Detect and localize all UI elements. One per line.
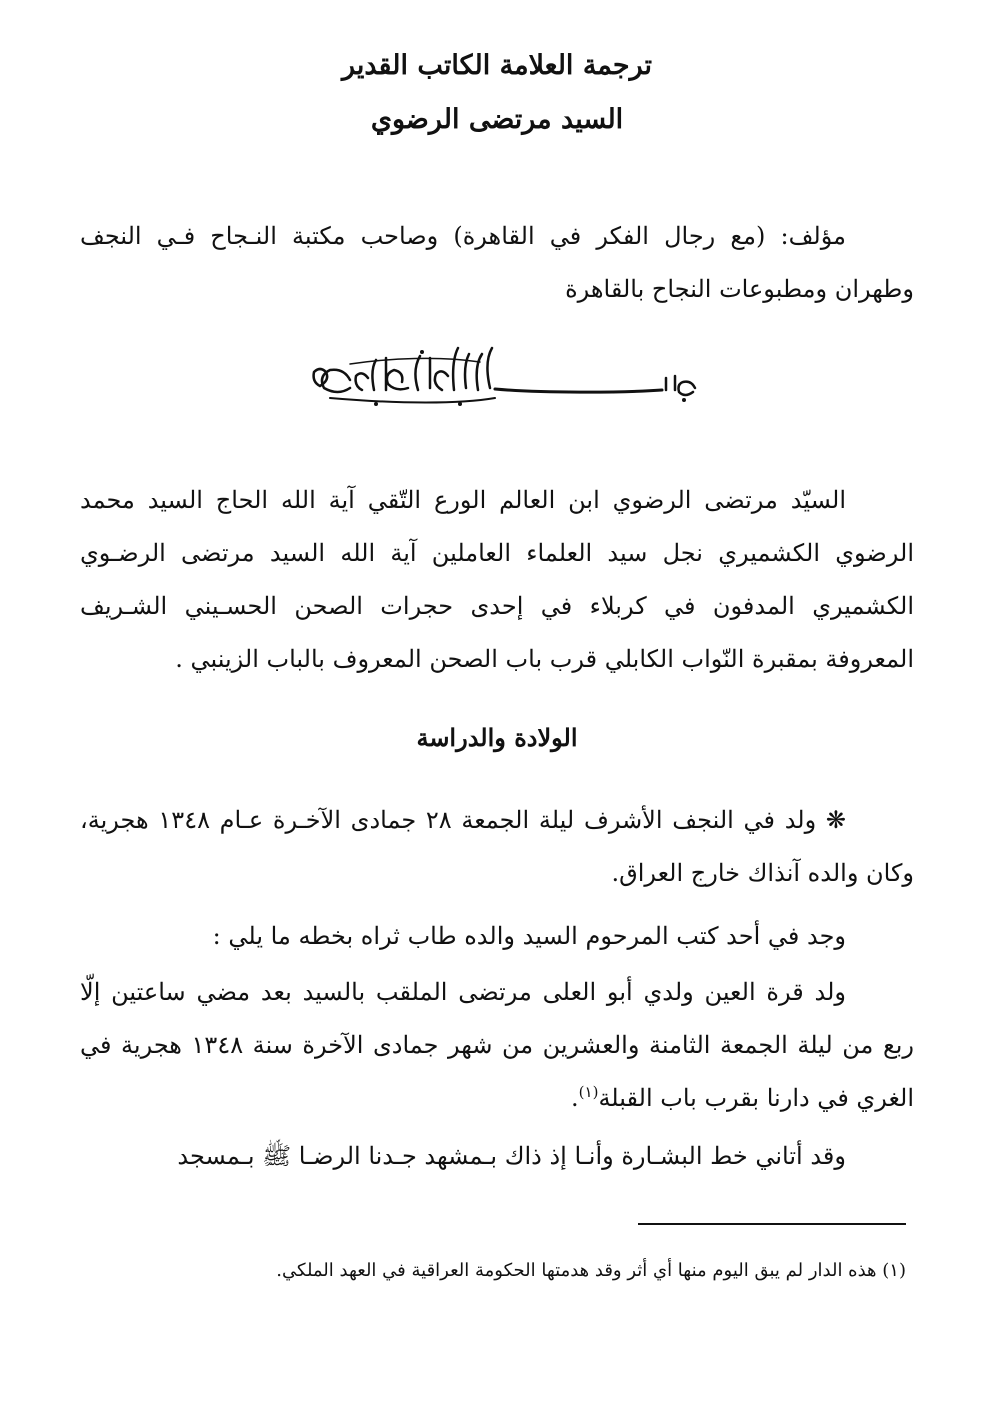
intro-paragraph: السيّد مرتضى الرضوي ابن العالم الورع التّقي آية الله الحاج السيد محمد الرضوي الكشميري نجل سيد العلماء العاملين آية الله السيد مرتضى الرضـوي الكشميري المدفون في كربلاء في إحدى حجرات الصحن الحسـيني الشـريف المعروفة بمقبرة النّواب الكابلي قرب باب الصحن المعروف بالباب الزينبي . [80, 486, 914, 673]
page-title: ترجمة العلامة الكاتب القدير [341, 50, 653, 81]
footnote-reference: (١) [578, 1083, 599, 1101]
birth-paragraph: ❋ ولد في النجف الأشرف ليلة الجمعة ٢٨ جمادى الآخـرة عـام ١٣٤٨ هجرية، وكان والده آنذاك خارج العراق. [80, 806, 914, 887]
footnote-divider [638, 1223, 906, 1225]
found-note-paragraph: وجد في أحد كتب المرحوم السيد والده طاب ثراه بخطه ما يلي : [212, 922, 846, 950]
footnote: (١) هذه الدار لم يبق اليوم منها أي أثر وقد هدمتها الحكومة العراقية في العهد الملكي. [276, 1260, 906, 1281]
quote-end: . [571, 1084, 579, 1112]
quote-paragraph [80, 966, 914, 1125]
section-heading: الولادة والدراسة [416, 723, 578, 752]
author-note: مؤلف: (مع رجال الفكر في القاهرة) وصاحب مكتبة النـجاح فـي النجف وطهران ومطبوعات النجاح بالقاهرة [80, 222, 914, 303]
news-paragraph: وقد أتاني خط البشـارة وأنـا إذ ذاك بـمشهد جـدنا الرضـا ﷺ بـمسجد [177, 1142, 846, 1170]
quote-text: ولد قرة العين ولدي أبو العلى مرتضى الملقب بالسيد بعد مضي ساعتين إلّا ربع من ليلة الجمعة الثامنة والعشرين من شهر جمادى الآخرة سنة ١٣٤٨ هجرية في الغري في دارنا بقرب باب القبلة [80, 978, 915, 1112]
bismillah-calligraphy [290, 340, 720, 410]
page-subtitle: السيد مرتضى الرضوي [370, 104, 624, 135]
